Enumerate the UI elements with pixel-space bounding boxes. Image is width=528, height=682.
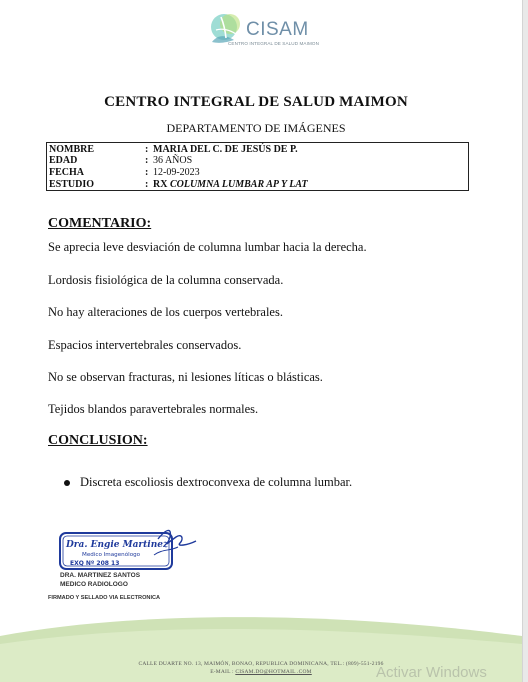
stamp-graphic xyxy=(58,525,198,575)
comment-paragraph: No se observan fracturas, ni lesiones líticas o blásticas. xyxy=(48,370,323,384)
info-label: EDAD xyxy=(49,155,78,166)
signer-block xyxy=(60,571,140,589)
conclusion-heading: CONCLUSION: xyxy=(48,433,148,448)
comment-paragraph: Lordosis fisiológica de la columna conservada. xyxy=(48,273,284,287)
logo-name: CISAM xyxy=(246,19,309,40)
info-label: FECHA xyxy=(49,167,84,178)
comment-paragraph: Tejidos blandos paravertebrales normales. xyxy=(48,402,259,416)
cisam-logo xyxy=(204,8,326,56)
footer-address: CALLE DUARTE NO. 13, MAIMÓN, BONAO, REPUBLICA DOMINICANA, TEL.: (809)-551-2196 xyxy=(138,661,384,667)
page-edge xyxy=(522,0,528,682)
email-link[interactable]: CISAM.DO@HOTMAIL .COM xyxy=(235,669,312,675)
signer-name: DRA. MARTINEZ SANTOS xyxy=(60,572,141,579)
signature-stamp xyxy=(58,525,198,575)
signer-title: MEDICO RADIOLOGO xyxy=(60,581,128,588)
info-value: 36 AÑOS xyxy=(153,155,193,166)
info-value: 12-09-2023 xyxy=(153,167,200,178)
info-label: ESTUDIO xyxy=(49,179,95,190)
comment-paragraph: Espacios intervertebrales conservados. xyxy=(48,338,242,352)
stamp-exq: EXQ Nº 208 13 xyxy=(70,560,120,567)
department-title: DEPARTAMENTO DE IMÁGENES xyxy=(166,121,346,135)
page-title: CENTRO INTEGRAL DE SALUD MAIMON xyxy=(104,94,408,110)
logo-subtitle: CENTRO INTEGRAL DE SALUD MAIMON xyxy=(228,41,319,46)
comment-paragraph: No hay alteraciones de los cuerpos vertebrales. xyxy=(48,305,283,319)
info-value: MARIA DEL C. DE JESÚS DE P. xyxy=(153,144,298,155)
study-prefix: RX xyxy=(153,179,170,190)
info-value xyxy=(153,179,308,191)
comment-paragraph: Se aprecia leve desviación de columna lumbar hacia la derecha. xyxy=(48,240,367,254)
logo-emblem-icon xyxy=(204,8,250,54)
stamp-name: Dra. Engie Martinez xyxy=(66,540,169,550)
info-label: NOMBRE xyxy=(49,144,94,155)
activation-watermark: Activar Windows xyxy=(376,664,487,681)
patient-info-box: NOMBRE : MARIA DEL C. DE JESÚS DE P. EDAD : 36 AÑOS FECHA : 12-09-2023 ESTUDIO : RX COLUMNA LUMBAR AP Y LAT xyxy=(46,142,469,191)
study-name: COLUMNA LUMBAR AP Y LAT xyxy=(169,179,308,190)
signature-note: FIRMADO Y SELLADO VIA ELECTRONICA xyxy=(48,595,161,601)
bullet-icon xyxy=(64,480,70,486)
email-label: E-MAIL : xyxy=(210,669,236,675)
comentario-heading: COMENTARIO: xyxy=(48,216,152,231)
stamp-title: Medico Imagenólogo xyxy=(82,552,141,558)
conclusion-item: Discreta escoliosis dextroconvexa de columna lumbar. xyxy=(80,475,353,489)
